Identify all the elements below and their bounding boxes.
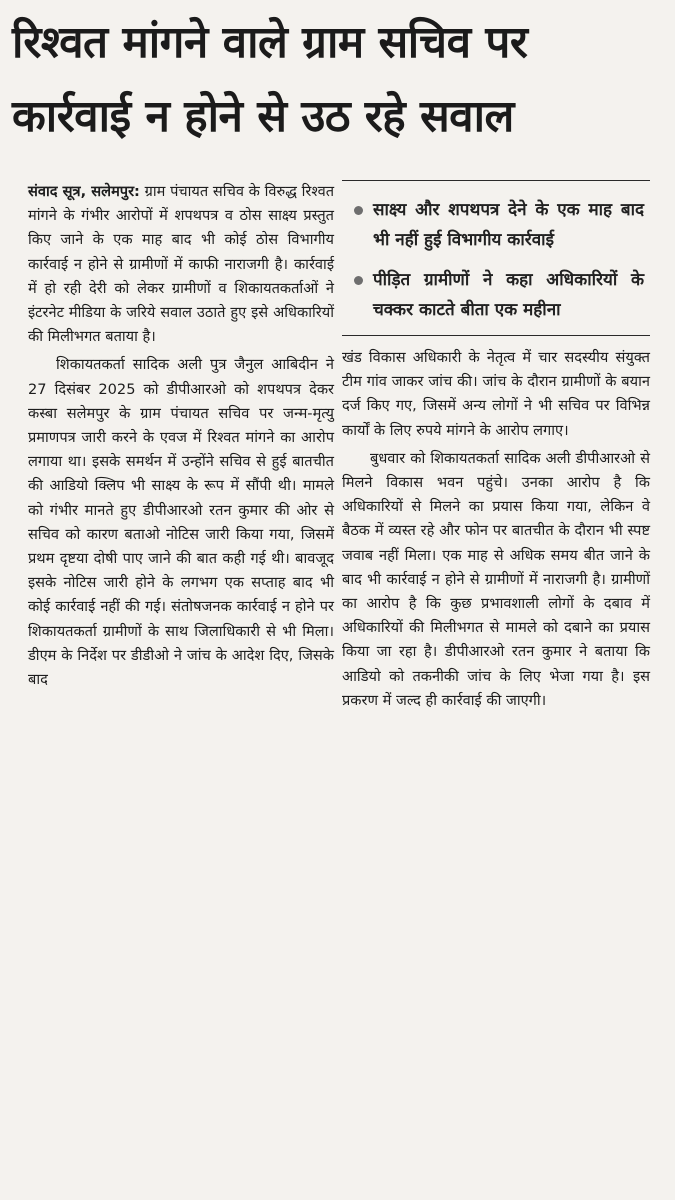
article-column-right xyxy=(342,180,650,713)
paragraph-1-text: ग्राम पंचायत सचिव के विरुद्ध रिश्वत मांगने के गंभीर आरोपों में शपथपत्र व ठोस साक्ष्य प्रस्तुत किए जाने के एक माह बाद भी कोई ठोस विभागीय कार्रवाई न होने से ग्रामीणों में काफी नाराजगी है। कार्रवाई में हो रही देरी को लेकर ग्रामीणों व शिकायतकर्ताओं ने इंटरनेट मीडिया के जरिये सवाल उठाते हुए इसे अधिकारियों की मिलीभगत बताया है। xyxy=(28,183,335,346)
highlights-box xyxy=(342,180,650,336)
bullet-icon xyxy=(354,206,363,215)
article-paragraph-4: बुधवार को शिकायतकर्ता सादिक अली डीपीआरओ से मिलने विकास भवन पहुंचे। उनका आरोप है कि अधिकारियों से मिलने का प्रयास किया गया, लेकिन वे बैठक में व्यस्त रहे और फोन पर बातचीत के दौरान भी स्पष्ट जवाब नहीं मिला। एक माह से अधिक समय बीत जाने के बाद भी कार्रवाई न होने से ग्रामीणों में नाराजगी है। ग्रामीणों का आरोप है कि कुछ प्रभावशाली लोगों के दबाव में अधिकारियों की मिलीभगत से मामले को दबाने का प्रयास किया जा रहा है। डीपीआरओ रतन कुमार ने बताया कि आडियो को तकनीकी जांच के लिए भेजा गया है। इस प्रकरण में जल्द ही कार्रवाई की जाएगी। xyxy=(342,449,650,709)
highlight-text-1: साक्ष्य और शपथपत्र देने के एक माह बाद भी नहीं हुई विभागीय कार्रवाई xyxy=(373,200,644,250)
highlight-item xyxy=(350,265,644,325)
highlight-item xyxy=(350,195,644,255)
headline-line-1: रिश्वत मांगने वाले ग्राम सचिव पर xyxy=(12,17,528,68)
bullet-icon xyxy=(354,276,363,285)
article-paragraph-3: खंड विकास अधिकारी के नेतृत्व में चार सदस्यीय संयुक्त टीम गांव जाकर जांच की। जांच के दौरान ग्रामीणों के बयान दर्ज किए गए, जिसमें अन्य लोगों ने भी सचिव पर विभिन्न कार्यों के लिए रुपये मांगने के आरोप लगाए। xyxy=(342,349,650,439)
headline xyxy=(0,0,675,168)
dateline: संवाद सूत्र, सलेमपुर: xyxy=(28,183,140,200)
article-paragraph-2: शिकायतकर्ता सादिक अली पुत्र जैनुल आबिदीन ने 27 दिसंबर 2025 को डीपीआरओ को शपथपत्र देकर कस्बा सलेमपुर के ग्राम पंचायत सचिव पर जन्म-मृत्यु प्रमाणपत्र जारी करने के एवज में रिश्वत मांगने का आरोप लगाया था। इसके समर्थन में उन्होंने सचिव से हुई बातचीत की आडियो क्लिप भी साक्ष्य के रूप में सौंपी थी। मामले को गंभीर मानते हुए डीपीआरओ रतन कुमार की ओर से सचिव को कारण बताओ नोटिस जारी किया गया, जिसमें प्रथम दृष्टया दोषी पाए जाने की बात कही गई थी। बावजूद इसके नोटिस जारी होने के लगभग एक सप्ताह बाद भी कोई कार्रवाई नहीं की गई। संतोषजनक कार्रवाई न होने पर शिकायतकर्ता ग्रामीणों के साथ जिलाधिकारी से भी मिला। डीएम के निर्देश पर डीडीओ ने जांच के आदेश दिए, जिसके बाद xyxy=(28,356,334,689)
highlight-text-2: पीड़ित ग्रामीणों ने कहा अधिकारियों के चक्कर काटते बीता एक महीना xyxy=(373,270,644,320)
article-column-left xyxy=(28,180,334,692)
article-paragraph-1 xyxy=(28,180,334,349)
headline-line-2: कार्रवाई न होने से उठ रहे सवाल xyxy=(12,91,514,142)
